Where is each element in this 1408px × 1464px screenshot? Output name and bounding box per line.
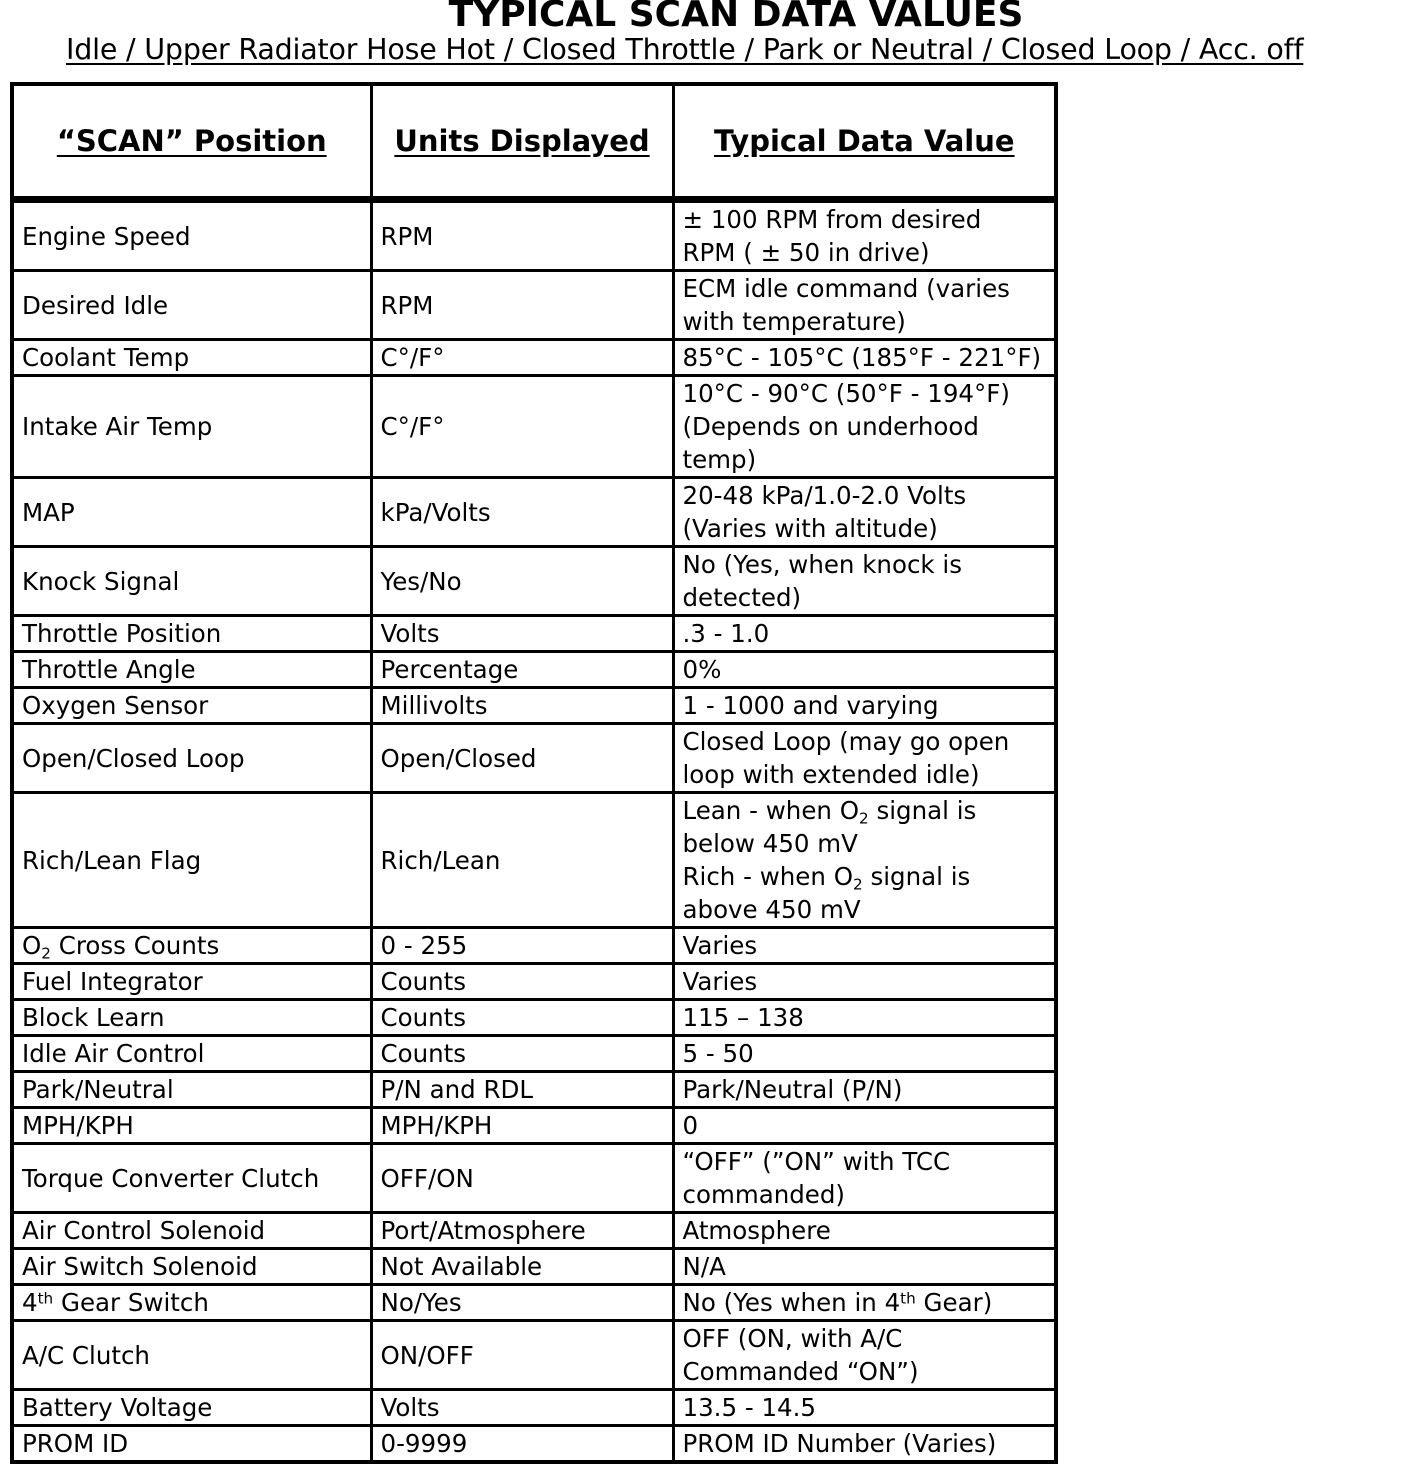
units-displayed-text: Counts: [380, 1003, 467, 1032]
table-row: [12, 964, 1056, 1000]
typical-value-line: Park/Neutral (P/N): [682, 1075, 903, 1104]
scan-position-text: Air Control Solenoid: [22, 1216, 266, 1245]
table-row: [12, 1390, 1056, 1426]
scan-position-cell: [12, 1213, 371, 1249]
units-displayed-text: No/Yes: [380, 1288, 462, 1317]
typical-value-cell: [673, 724, 1056, 793]
typical-value-cell: [673, 478, 1056, 547]
typical-value-cell: [673, 1426, 1056, 1463]
table-row: [12, 652, 1056, 688]
units-displayed-cell: [371, 1249, 673, 1285]
typical-value-line: Varies: [682, 931, 758, 960]
units-displayed-text: RPM: [380, 290, 434, 320]
table-row: [12, 724, 1056, 793]
typical-value-line: 1 - 1000 and varying: [682, 691, 939, 720]
scan-position-text: Oxygen Sensor: [22, 691, 209, 720]
typical-value-line: ± 100 RPM from desired: [682, 205, 982, 234]
typical-value-line: temp): [682, 445, 757, 474]
scan-position-cell: [12, 1108, 371, 1144]
typical-value-line: 85°C - 105°C (185°F - 221°F): [682, 343, 1042, 372]
table-row: [12, 928, 1056, 964]
scan-position-cell: [12, 1390, 371, 1426]
units-displayed-text: 0-9999: [380, 1429, 468, 1458]
table-row: [12, 376, 1056, 478]
units-displayed-cell: [371, 340, 673, 376]
units-displayed-cell: [371, 1426, 673, 1463]
scan-position-text: Battery Voltage: [22, 1393, 213, 1422]
typical-value-line: Atmosphere: [682, 1216, 831, 1245]
scan-position-text: Knock Signal: [22, 566, 180, 596]
units-displayed-text: ON/OFF: [380, 1340, 474, 1370]
scan-position-cell: [12, 1000, 371, 1036]
scan-position-text: PROM ID: [22, 1429, 129, 1458]
scan-position-text: Air Switch Solenoid: [22, 1252, 258, 1281]
page-title: TYPICAL SCAN DATA VALUES: [448, 0, 1024, 35]
scan-position-cell: [12, 340, 371, 376]
typical-value-line: 13.5 - 14.5: [682, 1393, 817, 1422]
scan-position-cell: [12, 1249, 371, 1285]
units-displayed-cell: [371, 271, 673, 340]
units-displayed-cell: [371, 1285, 673, 1321]
scan-position-cell: [12, 964, 371, 1000]
typical-value-line: 10°C - 90°C (50°F - 194°F): [682, 379, 1010, 408]
typical-value-cell: [673, 547, 1056, 616]
units-displayed-cell: [371, 200, 673, 271]
table-row: [12, 616, 1056, 652]
units-displayed-text: MPH/KPH: [380, 1111, 493, 1140]
typical-value-cell: [673, 1213, 1056, 1249]
table-row: [12, 793, 1056, 928]
table-row: [12, 271, 1056, 340]
units-displayed-text: 0 - 255: [380, 931, 468, 960]
table-row: [12, 1036, 1056, 1072]
typical-value-line: Varies: [682, 967, 758, 996]
scan-data-table: [10, 82, 1058, 1464]
units-displayed-cell: [371, 1390, 673, 1426]
table-row: [12, 1072, 1056, 1108]
scan-position-text: Throttle Angle: [22, 655, 196, 684]
table-row: [12, 1285, 1056, 1321]
typical-value-cell: [673, 200, 1056, 271]
units-displayed-cell: [371, 1108, 673, 1144]
typical-value-line: RPM ( ± 50 in drive): [682, 238, 930, 267]
typical-value-cell: [673, 271, 1056, 340]
scan-position-cell: [12, 1144, 371, 1213]
units-displayed-cell: [371, 1144, 673, 1213]
scan-position-cell: [12, 1321, 371, 1390]
table-row: [12, 1249, 1056, 1285]
units-displayed-text: Rich/Lean: [380, 845, 501, 875]
typical-value-line: loop with extended idle): [682, 760, 980, 789]
scan-position-cell: [12, 724, 371, 793]
typical-value-line: commanded): [682, 1180, 845, 1209]
scan-position-text: Fuel Integrator: [22, 967, 203, 996]
units-displayed-cell: [371, 478, 673, 547]
scan-position-cell: [12, 1285, 371, 1321]
table-row: [12, 1000, 1056, 1036]
scan-position-text: 4th Gear Switch: [22, 1288, 209, 1317]
scan-position-cell: [12, 688, 371, 724]
scan-position-cell: [12, 478, 371, 547]
scan-position-text: $O_2$ Cross Counts: [22, 931, 220, 963]
table-row: [12, 478, 1056, 547]
typical-value-line: with temperature): [682, 307, 906, 336]
units-displayed-cell: [371, 616, 673, 652]
units-displayed-text: Volts: [380, 619, 440, 648]
typical-value-line: detected): [682, 583, 802, 612]
typical-value-cell: [673, 376, 1056, 478]
table-row: [12, 1321, 1056, 1390]
typical-value-line: No (Yes, when knock is: [682, 550, 962, 579]
scan-position-cell: [12, 376, 371, 478]
scan-position-text: Throttle Position: [22, 619, 222, 648]
scan-position-text: Park/Neutral: [22, 1075, 174, 1104]
table-row: [12, 547, 1056, 616]
typical-value-cell: [673, 928, 1056, 964]
typical-value-line: N/A: [682, 1252, 726, 1281]
header-typical-data-value: Typical Data Value: [673, 84, 1056, 200]
typical-value-line: above 450 mV: [682, 895, 861, 924]
typical-value-cell: [673, 1390, 1056, 1426]
typical-value-line: 115 – 138: [682, 1003, 804, 1032]
units-displayed-text: Open/Closed: [380, 743, 537, 773]
units-displayed-cell: [371, 1321, 673, 1390]
scan-position-cell: [12, 616, 371, 652]
units-displayed-text: Counts: [380, 967, 467, 996]
scan-position-text: Torque Converter Clutch: [22, 1163, 320, 1193]
typical-value-cell: [673, 1108, 1056, 1144]
table-row: [12, 1426, 1056, 1463]
scan-position-cell: [12, 652, 371, 688]
scan-position-text: MAP: [22, 497, 75, 527]
units-displayed-text: Yes/No: [380, 566, 462, 596]
units-displayed-text: Percentage: [380, 655, 519, 684]
typical-value-line: OFF (ON, with A/C: [682, 1324, 903, 1353]
scan-position-text: Intake Air Temp: [22, 412, 213, 441]
scan-position-text: Open/Closed Loop: [22, 743, 245, 773]
table-header-row: [12, 84, 1056, 200]
typical-value-line: ECM idle command (varies: [682, 274, 1010, 303]
scan-position-cell: [12, 928, 371, 964]
units-displayed-cell: [371, 928, 673, 964]
units-displayed-text: Counts: [380, 1039, 467, 1068]
typical-value-cell: [673, 1036, 1056, 1072]
scan-position-text: Idle Air Control: [22, 1039, 205, 1068]
typical-value-line: 5 - 50: [682, 1039, 754, 1068]
units-displayed-text: Millivolts: [380, 691, 488, 720]
typical-value-cell: [673, 793, 1056, 928]
typical-value-line: 20-48 kPa/1.0-2.0 Volts: [682, 481, 967, 510]
units-displayed-cell: [371, 793, 673, 928]
units-displayed-cell: [371, 1000, 673, 1036]
scan-position-text: MPH/KPH: [22, 1111, 134, 1140]
page-subtitle: Idle / Upper Radiator Hose Hot / Closed Throttle / Park or Neutral / Closed Loop / Acc. off: [66, 33, 1304, 66]
units-displayed-cell: [371, 547, 673, 616]
typical-value-cell: [673, 1144, 1056, 1213]
units-displayed-cell: [371, 376, 673, 478]
scan-position-text: Coolant Temp: [22, 343, 190, 372]
scan-position-text: Desired Idle: [22, 290, 169, 320]
scan-position-text: Rich/Lean Flag: [22, 845, 202, 875]
header-scan-position: “SCAN” Position: [12, 84, 371, 200]
typical-value-line: below 450 mV: [682, 829, 858, 858]
scan-position-cell: [12, 200, 371, 271]
units-displayed-text: OFF/ON: [380, 1163, 474, 1193]
typical-value-line: Rich - when $O_2$ signal is: [682, 862, 971, 894]
units-displayed-cell: [371, 964, 673, 1000]
units-displayed-cell: [371, 1036, 673, 1072]
scan-position-text: Engine Speed: [22, 221, 191, 251]
units-displayed-cell: [371, 688, 673, 724]
units-displayed-text: P/N and RDL: [380, 1075, 534, 1104]
typical-value-line: Lean - when $O_2$ signal is: [682, 796, 977, 828]
table-row: [12, 1213, 1056, 1249]
typical-value-line: PROM ID Number (Varies): [682, 1429, 997, 1458]
scan-position-cell: [12, 1036, 371, 1072]
table-row: [12, 688, 1056, 724]
typical-value-line: “OFF” (”ON” with TCC: [682, 1147, 951, 1176]
typical-value-cell: [673, 616, 1056, 652]
typical-value-line: 0%: [682, 655, 722, 684]
scan-position-cell: [12, 793, 371, 928]
units-displayed-text: Port/Atmosphere: [380, 1216, 586, 1245]
table-body: [12, 200, 1056, 1463]
typical-value-line: Closed Loop (may go open: [682, 727, 1010, 756]
table-row: [12, 340, 1056, 376]
scan-position-cell: [12, 1072, 371, 1108]
typical-value-cell: [673, 1249, 1056, 1285]
units-displayed-text: Not Available: [380, 1252, 543, 1281]
typical-value-cell: [673, 1321, 1056, 1390]
scan-position-cell: [12, 547, 371, 616]
typical-value-line: .3 - 1.0: [682, 619, 770, 648]
scan-position-cell: [12, 1426, 371, 1463]
units-displayed-text: RPM: [380, 221, 434, 251]
units-displayed-text: Volts: [380, 1393, 440, 1422]
typical-value-line: (Depends on underhood: [682, 412, 979, 441]
units-displayed-cell: [371, 1213, 673, 1249]
table-row: [12, 1108, 1056, 1144]
typical-value-cell: [673, 652, 1056, 688]
scan-position-cell: [12, 271, 371, 340]
typical-value-cell: [673, 1285, 1056, 1321]
scan-position-text: Block Learn: [22, 1003, 165, 1032]
typical-value-line: No (Yes when in 4th Gear): [682, 1288, 993, 1317]
typical-value-line: 0: [682, 1111, 699, 1140]
table-row: [12, 1144, 1056, 1213]
units-displayed-cell: [371, 652, 673, 688]
units-displayed-text: C°/F°: [380, 343, 445, 372]
units-displayed-cell: [371, 724, 673, 793]
table-row: [12, 200, 1056, 271]
units-displayed-cell: [371, 1072, 673, 1108]
units-displayed-text: C°/F°: [380, 412, 445, 441]
typical-value-line: Commanded “ON”): [682, 1357, 919, 1386]
header-units-displayed: Units Displayed: [371, 84, 673, 200]
typical-value-line: (Varies with altitude): [682, 514, 938, 543]
typical-value-cell: [673, 1072, 1056, 1108]
typical-value-cell: [673, 688, 1056, 724]
typical-value-cell: [673, 964, 1056, 1000]
units-displayed-text: kPa/Volts: [380, 497, 491, 527]
scan-position-text: A/C Clutch: [22, 1340, 150, 1370]
typical-value-cell: [673, 340, 1056, 376]
typical-value-cell: [673, 1000, 1056, 1036]
